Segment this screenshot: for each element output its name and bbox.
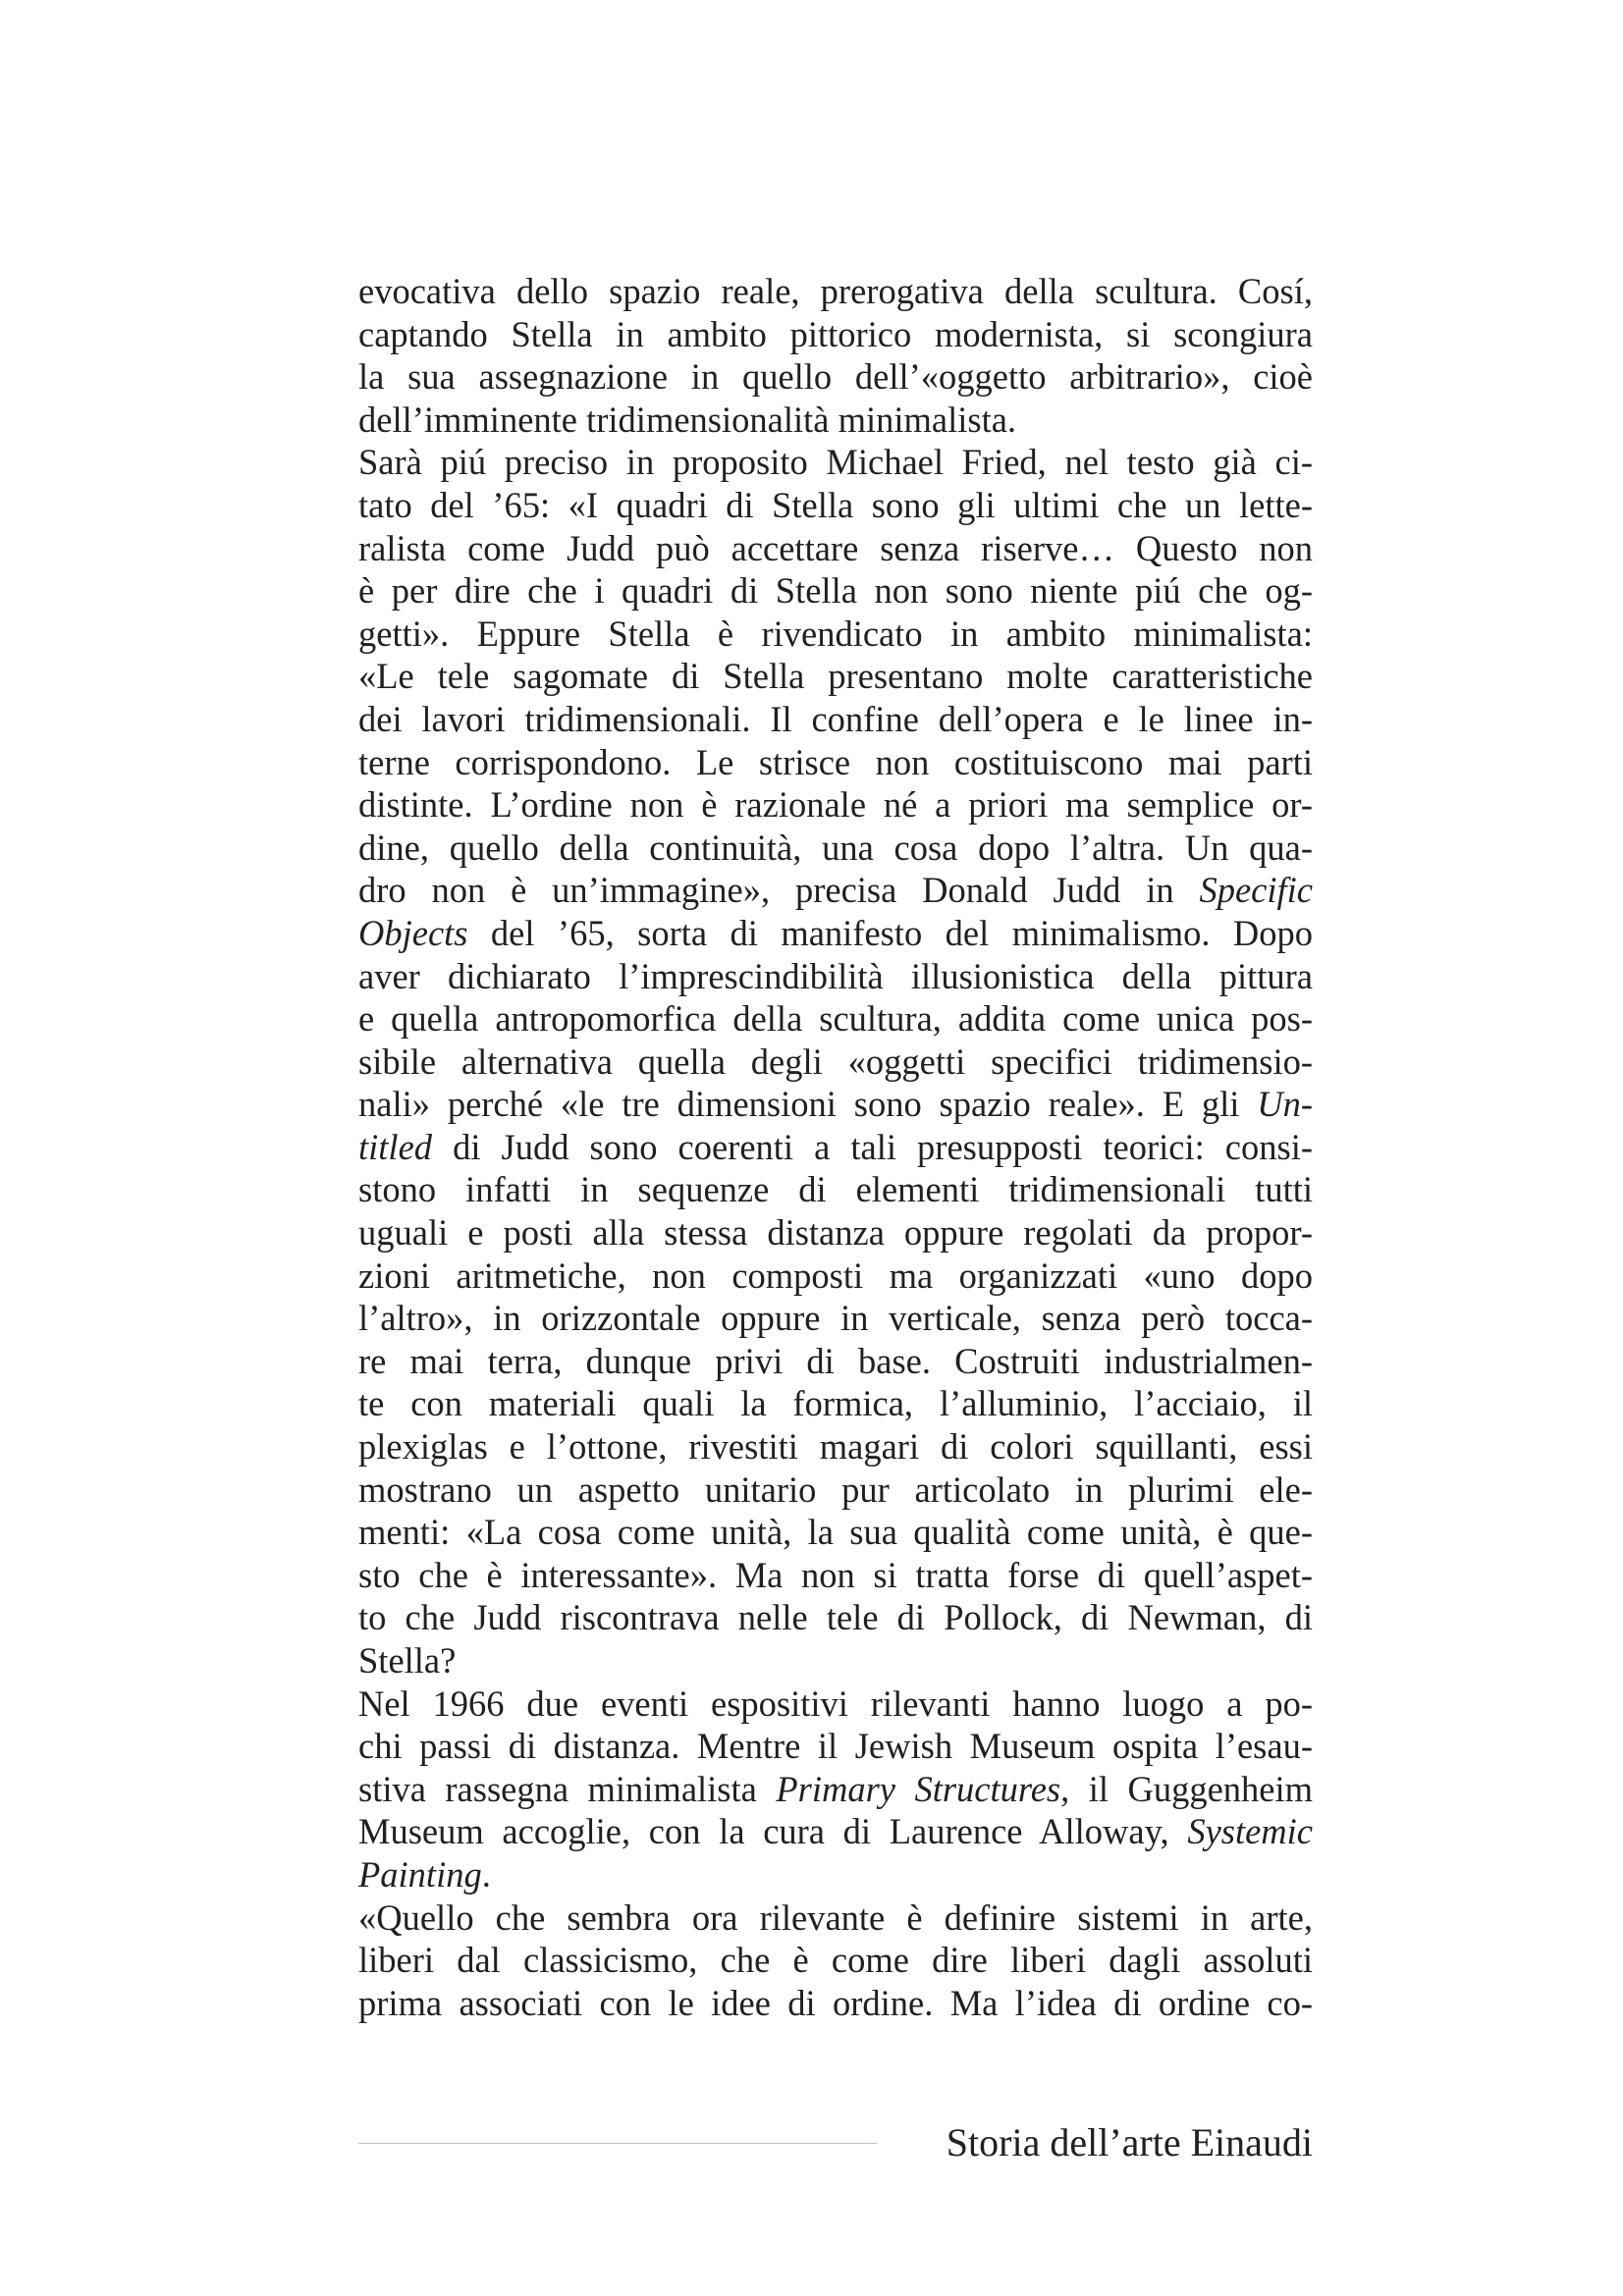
text-line: uguali e posti alla stessa distanza oppure regolati da propor- [358, 1212, 1313, 1254]
text-line: distinte. L’ordine non è razionale né a priori ma semplice or- [358, 784, 1313, 826]
body-text [358, 270, 1313, 2024]
text-segment: . [481, 1853, 491, 1895]
text-line: «Quello che sembra ora rilevante è definire sistemi in arte, [358, 1896, 1313, 1938]
text-line: terne corrispondono. Le strisce non costituiscono mai parti [358, 741, 1313, 782]
text-line: Nel 1966 due eventi espositivi rilevanti hanno luogo a po- [358, 1682, 1313, 1724]
text-line [358, 1853, 1313, 1896]
text-line: tato del ’65: «I quadri di Stella sono gli ultimi che un lette- [358, 484, 1313, 525]
text-line: dei lavori tridimensionali. Il confine dell’opera e le linee in- [358, 698, 1313, 739]
text-line: re mai terra, dunque privi di base. Costruiti industrialmen- [358, 1340, 1313, 1381]
text-line: liberi dal classicismo, che è come dire liberi dagli assoluti [358, 1940, 1313, 1981]
italic-title: Specific [1199, 870, 1314, 911]
text-segment: , il Guggenheim [1060, 1768, 1314, 1809]
italic-title: Objects [358, 912, 468, 953]
text-line: «Le tele sagomate di Stella presentano molte caratteristiche [358, 656, 1313, 697]
text-line [358, 1768, 1313, 1811]
text-line: la sua assegnazione in quello dell’«oggetto arbitrario», cioè [358, 356, 1313, 398]
text-line [358, 1083, 1313, 1126]
text-segment: stiva rassegna minimalista [358, 1768, 757, 1809]
text-line [358, 869, 1313, 912]
italic-title: Un- [1257, 1084, 1314, 1125]
text-line: ralista come Judd può accettare senza riserve… Questo non [358, 527, 1313, 568]
text-line: Sarà piú preciso in proposito Michael Fried, nel testo già ci- [358, 442, 1313, 483]
text-line: plexiglas e l’ottone, rivestiti magari di colori squillanti, essi [358, 1426, 1313, 1468]
text-line [358, 1126, 1313, 1169]
text-segment: di Judd sono coerenti a tali presupposti teorici: consi- [453, 1126, 1314, 1167]
text-line: stono infatti in sequenze di elementi tridimensionali tutti [358, 1169, 1313, 1210]
text-line: Stella? [358, 1640, 457, 1681]
text-line: zioni aritmetiche, non composti ma organizzati «uno dopo [358, 1255, 1313, 1296]
text-line: sibile alternativa quella degli «oggetti specifici tridimensio- [358, 1041, 1313, 1082]
text-line: captando Stella in ambito pittorico modernista, si scongiura [358, 313, 1313, 354]
text-line: prima associati con le idee di ordine. Ma l’idea di ordine co- [358, 1982, 1313, 2023]
text-line: te con materiali quali la formica, l’alluminio, l’acciaio, il [358, 1383, 1313, 1424]
text-line: dine, quello della continuità, una cosa dopo l’altra. Un qua- [358, 827, 1313, 868]
text-line: menti: «La cosa come unità, la sua qualità come unità, è que- [358, 1512, 1313, 1553]
text-line: sto che è interessante». Ma non si tratta forse di quell’aspet- [358, 1554, 1313, 1595]
text-segment: dro non è un’immagine», precisa Donald Judd in [358, 870, 1174, 911]
italic-title: Painting [358, 1853, 482, 1895]
text-segment: Museum accoglie, con la cura di Laurence Alloway, [358, 1811, 1169, 1852]
footer-publisher-title: Storia dell’arte Einaudi [946, 2120, 1313, 2164]
text-line: chi passi di distanza. Mentre il Jewish Museum ospita l’esau- [358, 1726, 1313, 1767]
text-line: l’altro», in orizzontale oppure in verticale, senza però tocca- [358, 1298, 1313, 1339]
italic-title: Systemic [1187, 1811, 1314, 1852]
text-line [358, 1810, 1313, 1853]
italic-title: titled [358, 1126, 433, 1167]
text-segment: nali» perché «le tre dimensioni sono spazio reale». E gli [358, 1084, 1240, 1125]
footer-rule [358, 2143, 877, 2144]
text-line: aver dichiarato l’imprescindibilità illusionistica della pittura [358, 955, 1313, 996]
text-line [358, 912, 1313, 955]
text-line: to che Judd riscontrava nelle tele di Pollock, di Newman, di [358, 1597, 1313, 1638]
text-line: evocativa dello spazio reale, prerogativa della scultura. Cosí, [358, 271, 1313, 311]
text-line: getti». Eppure Stella è rivendicato in ambito minimalista: [358, 613, 1313, 654]
italic-title: Primary Structures [776, 1768, 1061, 1809]
text-line: dell’imminente tridimensionalità minimalista. [358, 399, 1017, 440]
text-line: è per dire che i quadri di Stella non sono niente piú che og- [358, 570, 1313, 612]
text-line: mostrano un aspetto unitario pur articolato in plurimi ele- [358, 1468, 1313, 1510]
text-segment: del ’65, sorta di manifesto del minimalismo. Dopo [490, 912, 1313, 953]
text-line: e quella antropomorfica della scultura, addita come unica pos- [358, 998, 1313, 1040]
